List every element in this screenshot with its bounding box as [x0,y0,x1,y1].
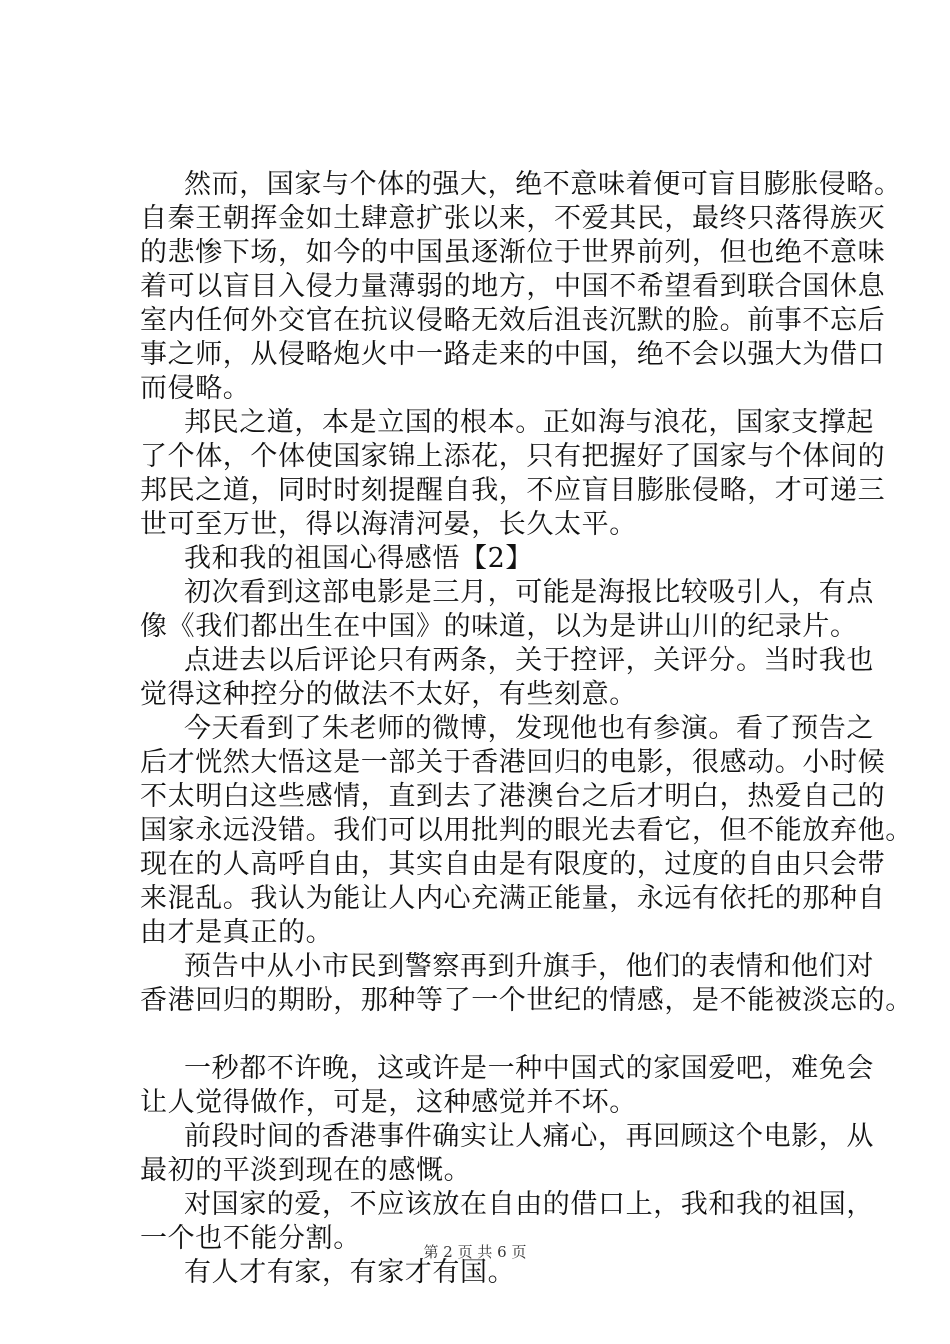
text-line: 世可至万世，得以海清河晏，长久太平。 [140,509,637,540]
text-line: 最初的平淡到现在的感慨。 [140,1155,472,1186]
text-line: 一秒都不许晚，这或许是一种中国式的家国爱吧，难免会 [184,1053,874,1084]
text-line: 着可以盲目入侵力量薄弱的地方，中国不希望看到联合国休息 [140,271,886,302]
text-line: 的悲惨下场，如今的中国虽逐渐位于世界前列，但也绝不意味 [140,237,886,268]
text-line: 对国家的爱，不应该放在自由的借口上，我和我的祖国， [184,1189,874,1220]
text-line: 觉得这种控分的做法不太好，有些刻意。 [140,679,637,710]
text-line: 今天看到了朱老师的微博，发现他也有参演。看了预告之 [184,713,874,744]
text-line: 现在的人高呼自由，其实自由是有限度的，过度的自由只会带 [140,849,886,880]
text-line: 前段时间的香港事件确实让人痛心，再回顾这个电影，从 [184,1121,874,1152]
page-number-footer: 第 2 页 共 6 页 [423,1243,527,1261]
text-line: 像《我们都出生在中国》的味道，以为是讲山川的纪录片。 [140,611,858,642]
text-line: 了个体，个体使国家锦上添花，只有把握好了国家与个体间的 [140,441,886,472]
text-line: 不太明白这些感情，直到去了港澳台之后才明白，热爱自己的 [140,781,886,812]
text-line: 让人觉得做作，可是，这种感觉并不坏。 [140,1087,637,1118]
text-line: 点进去以后评论只有两条，关于控评，关评分。当时我也 [184,645,874,676]
text-line: 室内任何外交官在抗议侵略无效后沮丧沉默的脸。前事不忘后 [140,305,886,336]
text-line: 邦民之道，同时时刻提醒自我，不应盲目膨胀侵略，才可递三 [140,475,886,506]
text-line: 自秦王朝挥金如土肆意扩张以来，不爱其民，最终只落得族灭 [140,203,886,234]
text-line: 有人才有家，有家才有国。 [184,1257,516,1288]
text-line: 国家永远没错。我们可以用批判的眼光去看它，但不能放弃他。 [140,815,913,846]
text-line: 然而，国家与个体的强大，绝不意味着便可盲目膨胀侵略。 [184,169,902,200]
text-line: 香港回归的期盼，那种等了一个世纪的情感，是不能被淡忘的。 [140,985,913,1016]
text-line: 邦民之道，本是立国的根本。正如海与浪花，国家支撑起 [184,407,874,438]
text-line: 来混乱。我认为能让人内心充满正能量，永远有依托的那种自 [140,883,886,914]
text-line: 一个也不能分割。 [140,1223,361,1254]
text-line: 事之师，从侵略炮火中一路走来的中国，绝不会以强大为借口 [140,339,886,370]
text-line: 而侵略。 [140,373,251,404]
text-line: 后才恍然大悟这是一部关于香港回归的电影，很感动。小时候 [140,747,886,778]
text-line: 初次看到这部电影是三月，可能是海报比较吸引人，有点 [184,577,874,608]
text-line: 预告中从小市民到警察再到升旗手，他们的表情和他们对 [184,951,874,982]
section-heading: 我和我的祖国心得感悟【2】 [184,543,533,574]
text-line: 由才是真正的。 [140,917,334,948]
